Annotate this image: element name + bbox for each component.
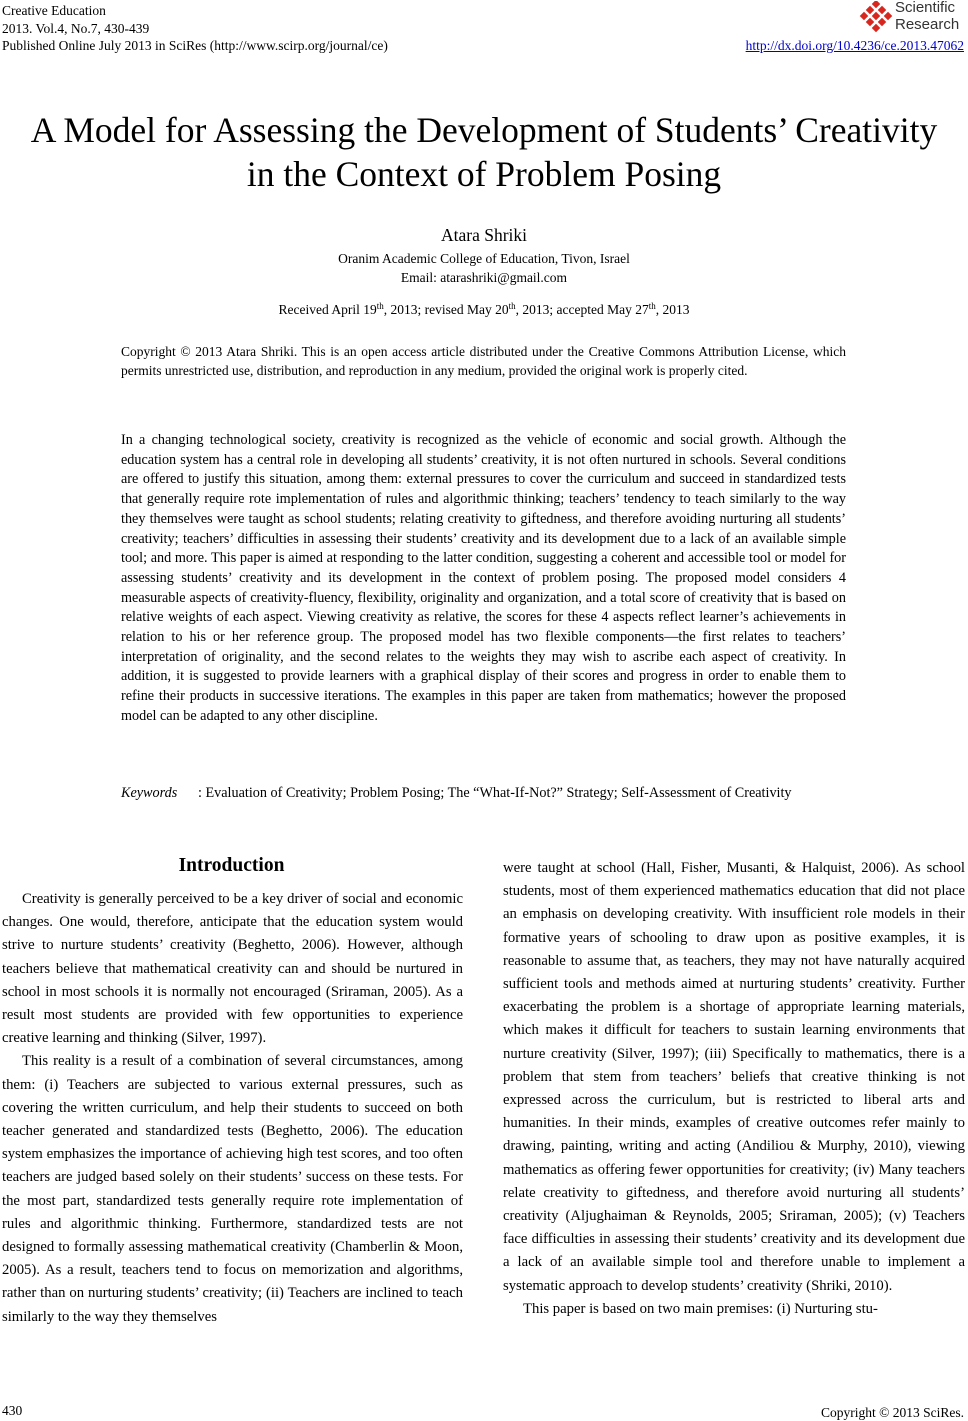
author-email: Email: atarashriki@gmail.com xyxy=(400,270,568,285)
affiliation-text: Oranim Academic College of Education, Tivon, Israel xyxy=(338,251,630,266)
title-line-2: in the Context of Problem Posing xyxy=(246,154,722,194)
copyright-notice: Copyright © 2013 Atara Shriki. This is an open access article distributed under the Creative Commons Attribution License, which permits unrestricted use, distribution, and reproduction in any medium, provided the original work is properly cited. xyxy=(121,344,846,378)
submission-dates xyxy=(0,302,968,318)
author-affiliation xyxy=(0,249,968,287)
keywords xyxy=(121,784,838,804)
logo-text xyxy=(895,0,959,33)
footer-copyright: Copyright © 2013 SciRes. xyxy=(820,1405,964,1420)
author-name: Atara Shriki xyxy=(440,225,528,245)
logo-diamond-icon xyxy=(859,1,893,35)
intro-paragraph-1: Creativity is generally perceived to be a key driver of social and economic changes. One would, therefore, anticipate that the education system would strive to nurture students’ creativity (Beghetto, 2006). However, although teachers believe that mathematical creativity can and should be nurtured in school in most schools it is normally not encouraged (Sriraman, 2005). As a result most students are provided with few opportunities to experience creative learning and thinking (Silver, 1997). xyxy=(2,891,463,1047)
logo-line-1: Scientific xyxy=(895,0,956,16)
logo-line-2: Research xyxy=(895,15,960,33)
journal-header xyxy=(2,2,388,55)
title-line-1: A Model for Assessing the Development of Students’ Creativity xyxy=(30,110,938,150)
revised-date: , 2013; revised May 20 xyxy=(383,302,509,317)
intro-paragraph-2: This reality is a result of a combination of several circumstances, among them: (i) Teachers are subjected to various external pressures, such as covering the written curriculum, and help their students to succeed on both teacher generated and standardized tests (Beghetto, 2006). The education system emphasizes the importance of achieving high test scores, and too often teachers are judged based solely on their students’ success on these tests. For the most part, standardized tests generally require rote implementation of rules and algorithmic thinking. Furthermore, standardized tests are not designed to formally assessing mathematical creativity (Chamberlin & Moon, 2005). As a result, teachers tend to focus on memorization and algorithms, rather than on nurturing students’ creativity; (ii) Teachers are inclined to teach similarly to the way they themselves xyxy=(2,1053,463,1325)
keywords-text: : Evaluation of Creativity; Problem Posing; The “What-If-Not?” Strategy; Self-Assessment of Creativity xyxy=(198,785,792,801)
received-sup: th xyxy=(376,301,384,311)
journal-volume: 2013. Vol.4, No.7, 430-439 xyxy=(2,20,150,36)
right-column xyxy=(503,857,965,1321)
received-date: Received April 19 xyxy=(278,302,377,317)
publication-info: Published Online July 2013 in SciRes (http://www.scirp.org/journal/ce) xyxy=(2,38,388,53)
journal-name: Creative Education xyxy=(2,3,106,18)
doi-link[interactable]: http://dx.doi.org/10.4236/ce.2013.47062 xyxy=(745,38,964,53)
left-column xyxy=(2,888,463,1329)
right-paragraph-2: This paper is based on two main premises: (i) Nurturing stu- xyxy=(523,1300,878,1317)
abstract: In a changing technological society, creativity is recognized as the vehicle of economic and social growth. Although the education system has a central role in developing all students’ creativity, it is not often nurtured in schools. Several conditions are offered to justify this situation, among them: external pressures to cover the curriculum and succeed in standardized tests that generally require rote implementation of rules and algorithmic thinking; teachers’ tendency to teach similarly to the way they themselves were taught as school students; relating creativity to giftedness, and therefore avoiding nurturing all students’ creativity; teachers’ difficulties in assessing their students’ creativity and its development due to a lack of an available simple tool; and more. This paper is aimed at responding to the latter condition, suggesting a coherent and accessible tool or model for assessing students’ creativity and its development in the context of problem posing. The proposed model considers 4 measurable aspects of creativity-fluency, flexibility, originality and organization, and a total score of creativity that is based on relative weights of each aspect. Viewing creativity as relative, the scores for these 4 aspects reflect learner’s achievements in relation to his or her reference group. The proposed model has two flexible components—the first relates to teachers’ interpretation of originality, and the second relates to the weights they may wish to ascribe each aspect of creativity. In addition, it is suggested to provide learners with a graphical display of their scores and progress in order to enable them to refine their products in successive iterations. The examples in this paper are taken from mathematics; however the proposed model can be adapted to any other discipline. xyxy=(121,432,846,724)
accepted-sup: th xyxy=(648,301,656,311)
accepted-date: , 2013; accepted May 27 xyxy=(515,302,649,317)
revised-sup: th xyxy=(508,301,516,311)
dates-end: , 2013 xyxy=(655,302,690,317)
right-paragraph-1: were taught at school (Hall, Fisher, Musanti, & Halquist, 2006). As school students, most of them experienced mathematics education that did not place an emphasis on developing creativity. With insufficient role models in their formative years of schooling to draw upon as positive examples, it is reasonable to assume that, as teachers, they may not have naturally acquired sufficient tools and methods aimed at nurturing students’ creativity. Further exacerbating the problem is a shortage of appropriate learning materials, which makes it difficult for teachers to sustain learning environments that nurture creativity (Silver, 1997); (iii) Specifically to mathematics, there is a problem that stem from teachers’ beliefs that creative thinking is not expressed across the curriculum, but is restricted to liberal arts and humanities. In their minds, examples of creative outcomes refer mainly to drawing, painting, writing and acting (Andiliou & Murphy, 2010), viewing mathematics as offering fewer opportunities for creativity; (iv) Many teachers relate creativity to giftedness, and therefore avoid nurturing all students’ creativity (Aljughaiman & Reynolds, 2005; Sriraman, 2005); (v) Teachers face difficulties in assessing their students’ creativity and its development due a lack of an available simple tool and therefore unable to implement a systematic approach to develop students’ creativity (Shriki, 2010). xyxy=(503,860,965,1294)
keywords-label: Keywords xyxy=(121,785,178,801)
paper-title xyxy=(0,108,968,196)
scientific-research-logo xyxy=(859,0,964,36)
page-number: 430 xyxy=(2,1403,23,1418)
introduction-heading: Introduction xyxy=(178,855,285,876)
